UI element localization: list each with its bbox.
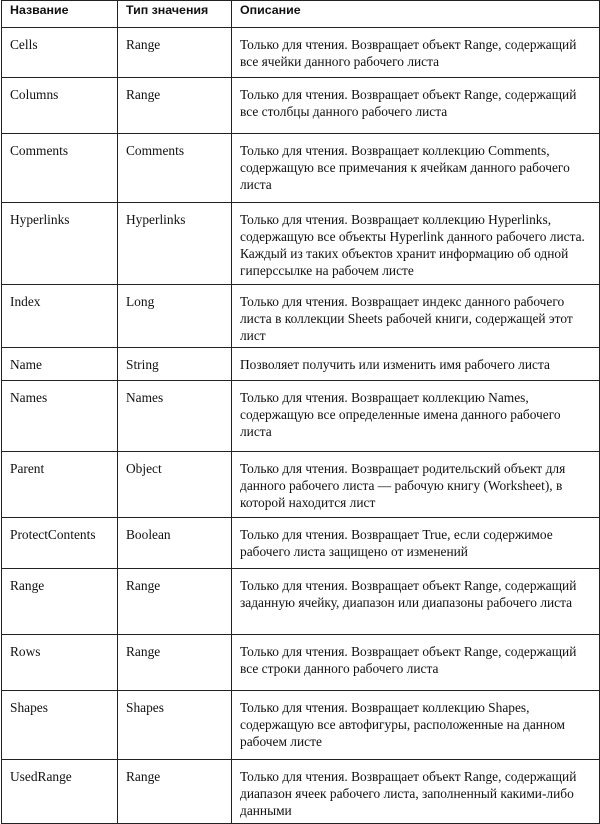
- cell-type: Shapes: [118, 691, 232, 760]
- cell-name: UsedRange: [2, 760, 118, 824]
- cell-description: Только для чтения. Возвращает коллекцию Shapes, содержащую все автофигуры, расположенные на данном рабочем листе: [232, 691, 600, 760]
- cell-description: Только для чтения. Возвращает объект Range, содержащий все строки данного рабочего листа: [232, 635, 600, 691]
- table-row: [2, 28, 600, 78]
- header-description: Описание: [232, 1, 600, 28]
- cell-type: Long: [118, 285, 232, 348]
- cell-name: Hyperlinks: [2, 203, 118, 285]
- table-row: [2, 635, 600, 691]
- cell-type: Object: [118, 452, 232, 518]
- table-row: [2, 518, 600, 569]
- cell-name: Names: [2, 381, 118, 452]
- cell-description: Только для чтения. Возвращает объект Range, содержащий все столбцы данного рабочего листа: [232, 78, 600, 134]
- table-row: [2, 691, 600, 760]
- cell-description: Только для чтения. Возвращает коллекцию Comments, содержащую все примечания к ячейкам данного рабочего листа: [232, 134, 600, 203]
- cell-type: Range: [118, 28, 232, 78]
- table-row: [2, 381, 600, 452]
- table-row: [2, 569, 600, 635]
- cell-description: Только для чтения. Возвращает родительский объект для данного рабочего листа — рабочую книгу (Worksheet), в которой находится лист: [232, 452, 600, 518]
- table-row: [2, 285, 600, 348]
- cell-name: Parent: [2, 452, 118, 518]
- cell-description: Только для чтения. Возвращает индекс данного рабочего листа в коллекции Sheets рабочей книги, содержащей этот лист: [232, 285, 600, 348]
- cell-type: Range: [118, 635, 232, 691]
- cell-name: Comments: [2, 134, 118, 203]
- header-type: Тип значения: [118, 1, 232, 28]
- cell-name: Rows: [2, 635, 118, 691]
- cell-description: Только для чтения. Возвращает коллекцию Names, содержащую все определенные имена данного рабочего листа: [232, 381, 600, 452]
- cell-name: Range: [2, 569, 118, 635]
- properties-table: [1, 0, 600, 824]
- table-row: [2, 78, 600, 134]
- header-name: Название: [2, 1, 118, 28]
- cell-type: Range: [118, 78, 232, 134]
- cell-name: Index: [2, 285, 118, 348]
- cell-description: Только для чтения. Возвращает коллекцию Hyperlinks, содержащую все объекты Hyperlink данного рабочего листа. Каждый из таких объектов хранит информацию об одной гиперссылке на рабочем листе: [232, 203, 600, 285]
- cell-description: Только для чтения. Возвращает объект Range, содержащий все ячейки данного рабочего листа: [232, 28, 600, 78]
- cell-description: Только для чтения. Возвращает True, если содержимое рабочего листа защищено от изменений: [232, 518, 600, 569]
- cell-name: Cells: [2, 28, 118, 78]
- cell-name: ProtectContents: [2, 518, 118, 569]
- cell-name: Columns: [2, 78, 118, 134]
- table-header-row: [2, 1, 600, 28]
- cell-type: Names: [118, 381, 232, 452]
- table-row: [2, 134, 600, 203]
- cell-type: Hyperlinks: [118, 203, 232, 285]
- cell-type: Boolean: [118, 518, 232, 569]
- cell-description: Только для чтения. Возвращает объект Range, содержащий заданную ячейку, диапазон или диапазоны рабочего листа: [232, 569, 600, 635]
- table-row: [2, 452, 600, 518]
- table-row: [2, 760, 600, 824]
- cell-name: Name: [2, 348, 118, 381]
- cell-type: Range: [118, 569, 232, 635]
- table-row: [2, 348, 600, 381]
- cell-name: Shapes: [2, 691, 118, 760]
- cell-description: Только для чтения. Возвращает объект Range, содержащий диапазон ячеек рабочего листа, заполненный какими-либо данными: [232, 760, 600, 824]
- table-row: [2, 203, 600, 285]
- cell-type: Comments: [118, 134, 232, 203]
- cell-type: Range: [118, 760, 232, 824]
- cell-type: String: [118, 348, 232, 381]
- cell-description: Позволяет получить или изменить имя рабочего листа: [232, 348, 600, 381]
